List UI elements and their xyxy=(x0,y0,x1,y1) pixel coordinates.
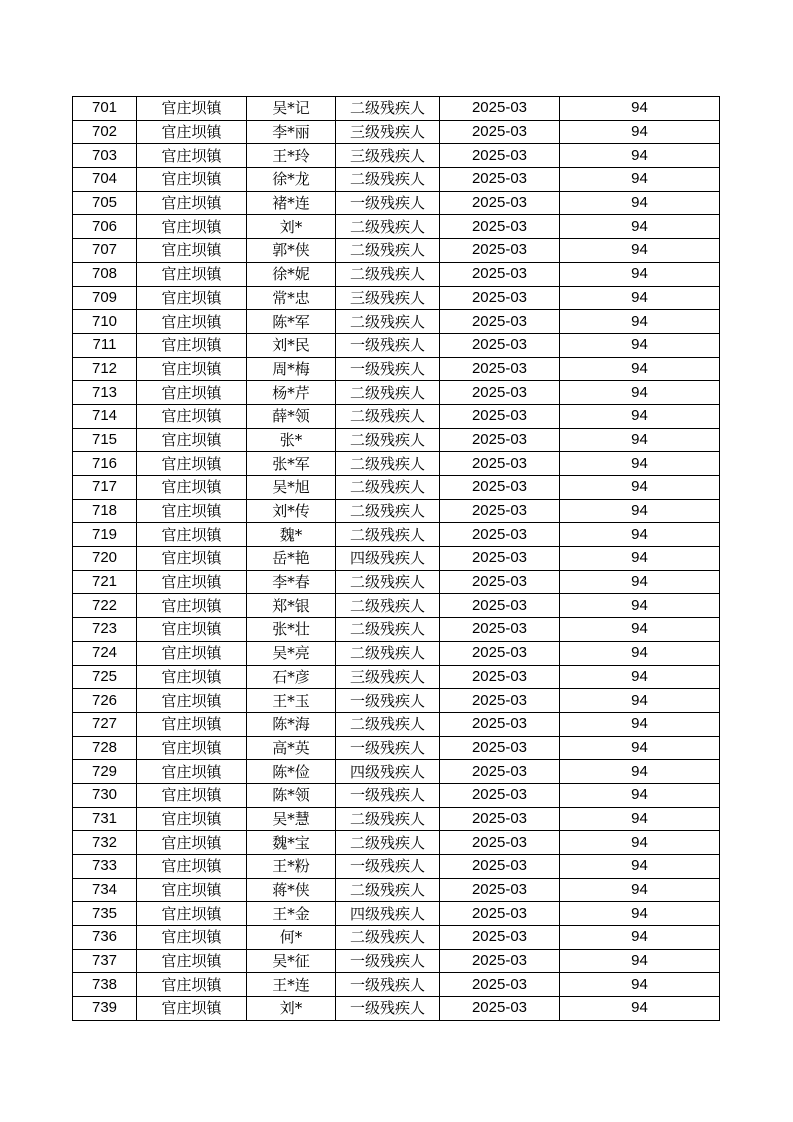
month-cell: 2025-03 xyxy=(440,97,560,121)
township-cell: 官庄坝镇 xyxy=(137,523,247,547)
table-row xyxy=(73,452,720,476)
township-cell: 官庄坝镇 xyxy=(137,902,247,926)
month-cell: 2025-03 xyxy=(440,641,560,665)
amount-cell: 94 xyxy=(560,902,720,926)
person-name-cell: 刘*传 xyxy=(247,499,336,523)
township-cell: 官庄坝镇 xyxy=(137,120,247,144)
month-cell: 2025-03 xyxy=(440,736,560,760)
person-name-cell: 常*忠 xyxy=(247,286,336,310)
township-cell: 官庄坝镇 xyxy=(137,831,247,855)
table-row xyxy=(73,286,720,310)
serial-number-cell: 702 xyxy=(73,120,137,144)
person-name-cell: 吴*征 xyxy=(247,949,336,973)
serial-number-cell: 720 xyxy=(73,547,137,571)
disability-level-cell: 二级残疾人 xyxy=(336,926,440,950)
table-row xyxy=(73,760,720,784)
amount-cell: 94 xyxy=(560,523,720,547)
person-name-cell: 魏*宝 xyxy=(247,831,336,855)
amount-cell: 94 xyxy=(560,428,720,452)
township-cell: 官庄坝镇 xyxy=(137,428,247,452)
serial-number-cell: 706 xyxy=(73,215,137,239)
township-cell: 官庄坝镇 xyxy=(137,239,247,263)
amount-cell: 94 xyxy=(560,997,720,1021)
table-row xyxy=(73,499,720,523)
serial-number-cell: 733 xyxy=(73,855,137,879)
township-cell: 官庄坝镇 xyxy=(137,760,247,784)
table-row xyxy=(73,783,720,807)
disability-level-cell: 三级残疾人 xyxy=(336,144,440,168)
amount-cell: 94 xyxy=(560,191,720,215)
person-name-cell: 蒋*侠 xyxy=(247,878,336,902)
amount-cell: 94 xyxy=(560,452,720,476)
person-name-cell: 郑*银 xyxy=(247,594,336,618)
township-cell: 官庄坝镇 xyxy=(137,689,247,713)
month-cell: 2025-03 xyxy=(440,404,560,428)
amount-cell: 94 xyxy=(560,310,720,334)
amount-cell: 94 xyxy=(560,831,720,855)
serial-number-cell: 728 xyxy=(73,736,137,760)
month-cell: 2025-03 xyxy=(440,239,560,263)
township-cell: 官庄坝镇 xyxy=(137,357,247,381)
township-cell: 官庄坝镇 xyxy=(137,144,247,168)
serial-number-cell: 701 xyxy=(73,97,137,121)
table-row xyxy=(73,120,720,144)
amount-cell: 94 xyxy=(560,807,720,831)
serial-number-cell: 727 xyxy=(73,712,137,736)
month-cell: 2025-03 xyxy=(440,333,560,357)
serial-number-cell: 715 xyxy=(73,428,137,452)
person-name-cell: 陈*俭 xyxy=(247,760,336,784)
person-name-cell: 魏* xyxy=(247,523,336,547)
person-name-cell: 刘* xyxy=(247,215,336,239)
disability-level-cell: 一级残疾人 xyxy=(336,949,440,973)
disability-level-cell: 二级残疾人 xyxy=(336,239,440,263)
serial-number-cell: 704 xyxy=(73,168,137,192)
month-cell: 2025-03 xyxy=(440,855,560,879)
amount-cell: 94 xyxy=(560,760,720,784)
serial-number-cell: 730 xyxy=(73,783,137,807)
person-name-cell: 吴*慧 xyxy=(247,807,336,831)
township-cell: 官庄坝镇 xyxy=(137,476,247,500)
month-cell: 2025-03 xyxy=(440,357,560,381)
township-cell: 官庄坝镇 xyxy=(137,168,247,192)
month-cell: 2025-03 xyxy=(440,618,560,642)
month-cell: 2025-03 xyxy=(440,310,560,334)
amount-cell: 94 xyxy=(560,333,720,357)
disability-level-cell: 一级残疾人 xyxy=(336,997,440,1021)
amount-cell: 94 xyxy=(560,926,720,950)
table-row xyxy=(73,168,720,192)
person-name-cell: 张*壮 xyxy=(247,618,336,642)
disability-level-cell: 二级残疾人 xyxy=(336,404,440,428)
person-name-cell: 徐*龙 xyxy=(247,168,336,192)
person-name-cell: 岳*艳 xyxy=(247,547,336,571)
person-name-cell: 吴*记 xyxy=(247,97,336,121)
table-row xyxy=(73,97,720,121)
month-cell: 2025-03 xyxy=(440,949,560,973)
township-cell: 官庄坝镇 xyxy=(137,997,247,1021)
table-row xyxy=(73,215,720,239)
table-row xyxy=(73,689,720,713)
person-name-cell: 王*玉 xyxy=(247,689,336,713)
serial-number-cell: 722 xyxy=(73,594,137,618)
township-cell: 官庄坝镇 xyxy=(137,97,247,121)
table-row xyxy=(73,333,720,357)
table-row xyxy=(73,357,720,381)
person-name-cell: 何* xyxy=(247,926,336,950)
disability-level-cell: 二级残疾人 xyxy=(336,476,440,500)
table-row xyxy=(73,547,720,571)
township-cell: 官庄坝镇 xyxy=(137,262,247,286)
person-name-cell: 薛*领 xyxy=(247,404,336,428)
serial-number-cell: 712 xyxy=(73,357,137,381)
serial-number-cell: 703 xyxy=(73,144,137,168)
amount-cell: 94 xyxy=(560,783,720,807)
amount-cell: 94 xyxy=(560,286,720,310)
table-row xyxy=(73,855,720,879)
month-cell: 2025-03 xyxy=(440,381,560,405)
disability-level-cell: 一级残疾人 xyxy=(336,689,440,713)
person-name-cell: 石*彦 xyxy=(247,665,336,689)
serial-number-cell: 711 xyxy=(73,333,137,357)
month-cell: 2025-03 xyxy=(440,215,560,239)
month-cell: 2025-03 xyxy=(440,547,560,571)
person-name-cell: 陈*海 xyxy=(247,712,336,736)
table-row xyxy=(73,878,720,902)
amount-cell: 94 xyxy=(560,973,720,997)
subsidy-roster-table xyxy=(72,96,720,1021)
amount-cell: 94 xyxy=(560,499,720,523)
amount-cell: 94 xyxy=(560,618,720,642)
serial-number-cell: 723 xyxy=(73,618,137,642)
township-cell: 官庄坝镇 xyxy=(137,333,247,357)
township-cell: 官庄坝镇 xyxy=(137,570,247,594)
township-cell: 官庄坝镇 xyxy=(137,215,247,239)
township-cell: 官庄坝镇 xyxy=(137,618,247,642)
month-cell: 2025-03 xyxy=(440,262,560,286)
amount-cell: 94 xyxy=(560,120,720,144)
amount-cell: 94 xyxy=(560,381,720,405)
table-row xyxy=(73,997,720,1021)
table-row xyxy=(73,404,720,428)
person-name-cell: 吴*亮 xyxy=(247,641,336,665)
serial-number-cell: 707 xyxy=(73,239,137,263)
amount-cell: 94 xyxy=(560,262,720,286)
month-cell: 2025-03 xyxy=(440,997,560,1021)
table-row xyxy=(73,428,720,452)
person-name-cell: 周*梅 xyxy=(247,357,336,381)
amount-cell: 94 xyxy=(560,949,720,973)
table-row xyxy=(73,807,720,831)
amount-cell: 94 xyxy=(560,689,720,713)
table-row xyxy=(73,973,720,997)
township-cell: 官庄坝镇 xyxy=(137,783,247,807)
serial-number-cell: 731 xyxy=(73,807,137,831)
disability-level-cell: 二级残疾人 xyxy=(336,262,440,286)
serial-number-cell: 721 xyxy=(73,570,137,594)
township-cell: 官庄坝镇 xyxy=(137,191,247,215)
disability-level-cell: 一级残疾人 xyxy=(336,357,440,381)
amount-cell: 94 xyxy=(560,476,720,500)
person-name-cell: 徐*妮 xyxy=(247,262,336,286)
serial-number-cell: 718 xyxy=(73,499,137,523)
serial-number-cell: 729 xyxy=(73,760,137,784)
person-name-cell: 李*春 xyxy=(247,570,336,594)
amount-cell: 94 xyxy=(560,641,720,665)
person-name-cell: 王*粉 xyxy=(247,855,336,879)
disability-level-cell: 四级残疾人 xyxy=(336,902,440,926)
table-row xyxy=(73,926,720,950)
serial-number-cell: 739 xyxy=(73,997,137,1021)
disability-level-cell: 二级残疾人 xyxy=(336,452,440,476)
amount-cell: 94 xyxy=(560,144,720,168)
disability-level-cell: 三级残疾人 xyxy=(336,286,440,310)
disability-level-cell: 四级残疾人 xyxy=(336,760,440,784)
person-name-cell: 张* xyxy=(247,428,336,452)
table-row xyxy=(73,594,720,618)
month-cell: 2025-03 xyxy=(440,120,560,144)
township-cell: 官庄坝镇 xyxy=(137,712,247,736)
month-cell: 2025-03 xyxy=(440,973,560,997)
month-cell: 2025-03 xyxy=(440,594,560,618)
table-row xyxy=(73,262,720,286)
serial-number-cell: 708 xyxy=(73,262,137,286)
table-row xyxy=(73,665,720,689)
disability-level-cell: 二级残疾人 xyxy=(336,381,440,405)
amount-cell: 94 xyxy=(560,570,720,594)
township-cell: 官庄坝镇 xyxy=(137,310,247,334)
month-cell: 2025-03 xyxy=(440,452,560,476)
month-cell: 2025-03 xyxy=(440,665,560,689)
disability-level-cell: 二级残疾人 xyxy=(336,878,440,902)
month-cell: 2025-03 xyxy=(440,570,560,594)
township-cell: 官庄坝镇 xyxy=(137,855,247,879)
township-cell: 官庄坝镇 xyxy=(137,381,247,405)
table-row xyxy=(73,476,720,500)
month-cell: 2025-03 xyxy=(440,191,560,215)
amount-cell: 94 xyxy=(560,665,720,689)
disability-level-cell: 二级残疾人 xyxy=(336,310,440,334)
amount-cell: 94 xyxy=(560,97,720,121)
month-cell: 2025-03 xyxy=(440,286,560,310)
table-row xyxy=(73,618,720,642)
disability-level-cell: 一级残疾人 xyxy=(336,855,440,879)
person-name-cell: 陈*领 xyxy=(247,783,336,807)
month-cell: 2025-03 xyxy=(440,168,560,192)
amount-cell: 94 xyxy=(560,404,720,428)
month-cell: 2025-03 xyxy=(440,926,560,950)
township-cell: 官庄坝镇 xyxy=(137,594,247,618)
township-cell: 官庄坝镇 xyxy=(137,499,247,523)
disability-level-cell: 二级残疾人 xyxy=(336,831,440,855)
month-cell: 2025-03 xyxy=(440,783,560,807)
document-page xyxy=(72,96,719,1021)
serial-number-cell: 714 xyxy=(73,404,137,428)
disability-level-cell: 二级残疾人 xyxy=(336,618,440,642)
table-row xyxy=(73,310,720,334)
month-cell: 2025-03 xyxy=(440,760,560,784)
serial-number-cell: 726 xyxy=(73,689,137,713)
township-cell: 官庄坝镇 xyxy=(137,665,247,689)
township-cell: 官庄坝镇 xyxy=(137,949,247,973)
disability-level-cell: 一级残疾人 xyxy=(336,973,440,997)
month-cell: 2025-03 xyxy=(440,144,560,168)
serial-number-cell: 732 xyxy=(73,831,137,855)
disability-level-cell: 一级残疾人 xyxy=(336,783,440,807)
amount-cell: 94 xyxy=(560,855,720,879)
township-cell: 官庄坝镇 xyxy=(137,736,247,760)
amount-cell: 94 xyxy=(560,168,720,192)
person-name-cell: 刘* xyxy=(247,997,336,1021)
serial-number-cell: 737 xyxy=(73,949,137,973)
township-cell: 官庄坝镇 xyxy=(137,807,247,831)
serial-number-cell: 725 xyxy=(73,665,137,689)
amount-cell: 94 xyxy=(560,736,720,760)
table-row xyxy=(73,902,720,926)
month-cell: 2025-03 xyxy=(440,831,560,855)
disability-level-cell: 二级残疾人 xyxy=(336,428,440,452)
person-name-cell: 王*玲 xyxy=(247,144,336,168)
disability-level-cell: 二级残疾人 xyxy=(336,641,440,665)
serial-number-cell: 713 xyxy=(73,381,137,405)
disability-level-cell: 二级残疾人 xyxy=(336,97,440,121)
township-cell: 官庄坝镇 xyxy=(137,547,247,571)
amount-cell: 94 xyxy=(560,357,720,381)
month-cell: 2025-03 xyxy=(440,712,560,736)
table-row xyxy=(73,381,720,405)
amount-cell: 94 xyxy=(560,215,720,239)
month-cell: 2025-03 xyxy=(440,807,560,831)
serial-number-cell: 716 xyxy=(73,452,137,476)
month-cell: 2025-03 xyxy=(440,476,560,500)
disability-level-cell: 二级残疾人 xyxy=(336,807,440,831)
table-body xyxy=(73,97,720,1021)
township-cell: 官庄坝镇 xyxy=(137,286,247,310)
person-name-cell: 高*英 xyxy=(247,736,336,760)
disability-level-cell: 二级残疾人 xyxy=(336,215,440,239)
serial-number-cell: 724 xyxy=(73,641,137,665)
table-row xyxy=(73,191,720,215)
person-name-cell: 李*丽 xyxy=(247,120,336,144)
table-row xyxy=(73,831,720,855)
amount-cell: 94 xyxy=(560,712,720,736)
township-cell: 官庄坝镇 xyxy=(137,404,247,428)
person-name-cell: 郭*侠 xyxy=(247,239,336,263)
disability-level-cell: 三级残疾人 xyxy=(336,665,440,689)
serial-number-cell: 738 xyxy=(73,973,137,997)
amount-cell: 94 xyxy=(560,239,720,263)
person-name-cell: 王*连 xyxy=(247,973,336,997)
disability-level-cell: 二级残疾人 xyxy=(336,168,440,192)
disability-level-cell: 二级残疾人 xyxy=(336,594,440,618)
table-row xyxy=(73,712,720,736)
disability-level-cell: 一级残疾人 xyxy=(336,736,440,760)
disability-level-cell: 三级残疾人 xyxy=(336,120,440,144)
month-cell: 2025-03 xyxy=(440,689,560,713)
township-cell: 官庄坝镇 xyxy=(137,641,247,665)
township-cell: 官庄坝镇 xyxy=(137,926,247,950)
person-name-cell: 褚*连 xyxy=(247,191,336,215)
person-name-cell: 刘*民 xyxy=(247,333,336,357)
table-row xyxy=(73,949,720,973)
township-cell: 官庄坝镇 xyxy=(137,452,247,476)
township-cell: 官庄坝镇 xyxy=(137,878,247,902)
person-name-cell: 张*军 xyxy=(247,452,336,476)
serial-number-cell: 719 xyxy=(73,523,137,547)
table-row xyxy=(73,144,720,168)
serial-number-cell: 710 xyxy=(73,310,137,334)
person-name-cell: 杨*芹 xyxy=(247,381,336,405)
township-cell: 官庄坝镇 xyxy=(137,973,247,997)
person-name-cell: 王*金 xyxy=(247,902,336,926)
disability-level-cell: 四级残疾人 xyxy=(336,547,440,571)
serial-number-cell: 734 xyxy=(73,878,137,902)
disability-level-cell: 一级残疾人 xyxy=(336,191,440,215)
amount-cell: 94 xyxy=(560,547,720,571)
serial-number-cell: 736 xyxy=(73,926,137,950)
disability-level-cell: 二级残疾人 xyxy=(336,712,440,736)
month-cell: 2025-03 xyxy=(440,428,560,452)
month-cell: 2025-03 xyxy=(440,523,560,547)
table-row xyxy=(73,641,720,665)
serial-number-cell: 705 xyxy=(73,191,137,215)
month-cell: 2025-03 xyxy=(440,499,560,523)
amount-cell: 94 xyxy=(560,594,720,618)
month-cell: 2025-03 xyxy=(440,878,560,902)
amount-cell: 94 xyxy=(560,878,720,902)
serial-number-cell: 735 xyxy=(73,902,137,926)
disability-level-cell: 二级残疾人 xyxy=(336,570,440,594)
table-row xyxy=(73,736,720,760)
table-row xyxy=(73,570,720,594)
disability-level-cell: 一级残疾人 xyxy=(336,333,440,357)
disability-level-cell: 二级残疾人 xyxy=(336,499,440,523)
month-cell: 2025-03 xyxy=(440,902,560,926)
table-row xyxy=(73,239,720,263)
person-name-cell: 陈*军 xyxy=(247,310,336,334)
serial-number-cell: 717 xyxy=(73,476,137,500)
serial-number-cell: 709 xyxy=(73,286,137,310)
person-name-cell: 吴*旭 xyxy=(247,476,336,500)
table-row xyxy=(73,523,720,547)
disability-level-cell: 二级残疾人 xyxy=(336,523,440,547)
